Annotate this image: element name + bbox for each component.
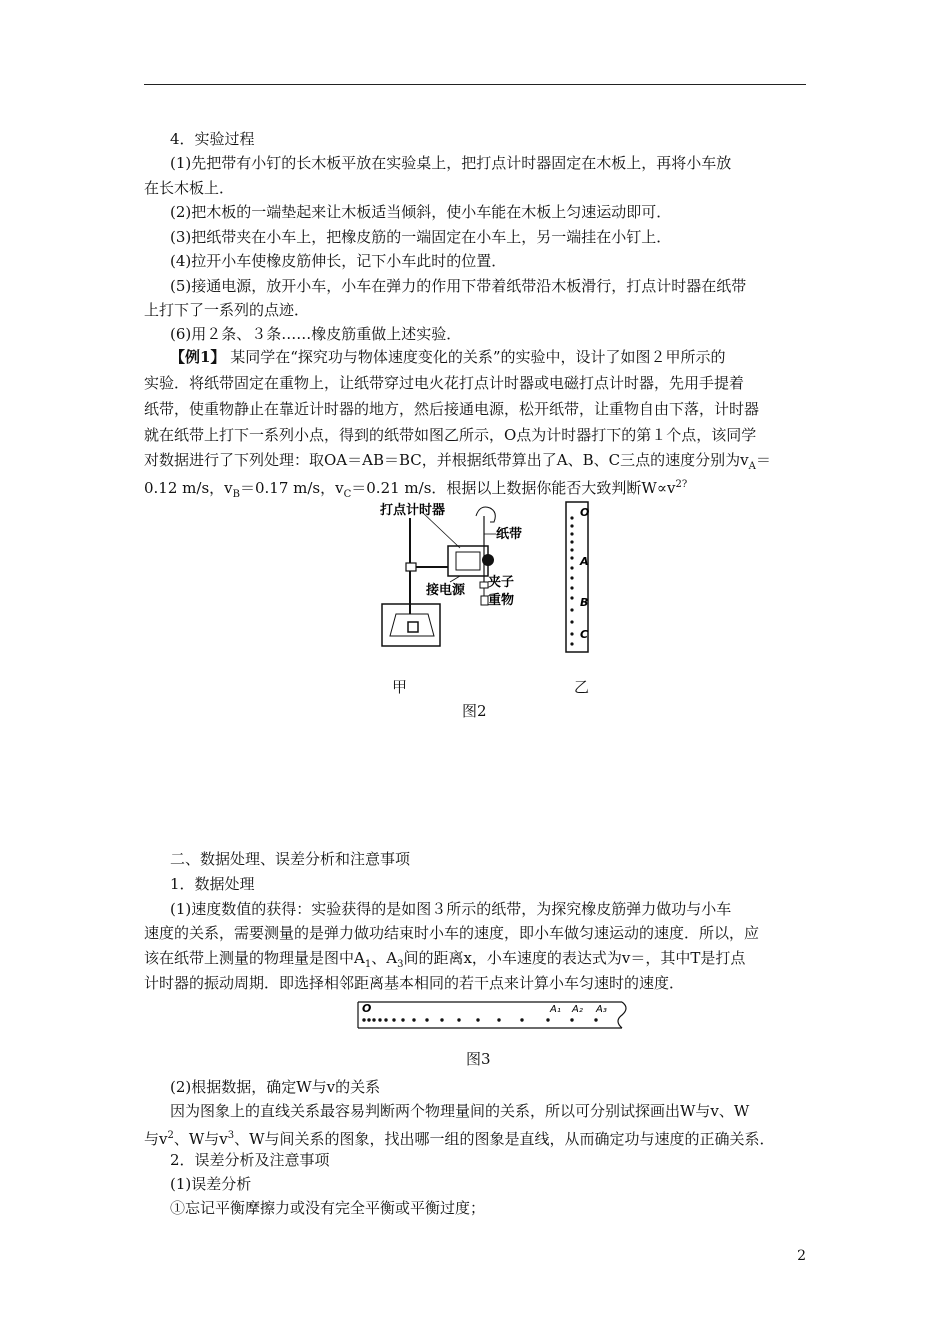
tape-dot: [520, 1018, 523, 1021]
paragraph-line: 速度的关系，需要测量的是弹力做功结束时小车的速度，即小车做匀速运动的速度．所以，应: [144, 924, 760, 942]
tape-dot: [570, 540, 573, 543]
tape-dot: [384, 1018, 387, 1021]
subscript: 1: [364, 959, 372, 970]
example-text: 0.12 m/s，v: [144, 479, 233, 497]
tape-dot: [570, 586, 573, 589]
leader-line: [450, 576, 460, 582]
label-O: O: [362, 1002, 372, 1015]
paragraph-line: 上打下了一系列的点迹．: [144, 301, 310, 319]
paragraph-text: 、W与间关系的图象，找出哪一组的图象是直线，从而确定功与速度的正确关系．: [234, 1130, 775, 1148]
tape-dot: [372, 1018, 375, 1021]
subsection-heading: 1．数据处理: [170, 875, 255, 893]
label-A3: A₃: [596, 1004, 607, 1015]
label-A2: A₂: [572, 1004, 583, 1015]
subfigure-label-right: 乙: [574, 678, 590, 696]
tape-dot: [570, 642, 573, 645]
example-line: [170, 346, 726, 368]
tape-dot: [570, 532, 573, 535]
paragraph-line: [144, 1125, 775, 1150]
example-line: 就在纸带上打下一系列小点，得到的纸带如图乙所示，O点为计时器打下的第１个点，该同学: [144, 426, 757, 444]
tape-dots: [362, 1018, 597, 1021]
example-tag: 【例1】: [170, 348, 226, 366]
paragraph-line: (6)用２条、３条……橡皮筋重做上述实验．: [170, 325, 462, 343]
paragraph-line: (5)接通电源，放开小车，小车在弹力的作用下带着纸带沿木板滑行，打点计时器在纸带: [170, 277, 747, 295]
paragraph-line: (4)拉开小车使橡皮筋伸长，记下小车此时的位置．: [170, 252, 507, 270]
paragraph-line: ①忘记平衡摩擦力或没有完全平衡或平衡过度；: [170, 1199, 486, 1217]
subsection-heading: 2．误差分析及注意事项: [170, 1151, 330, 1169]
tape-dot: [570, 516, 573, 519]
label-timer: 打点计时器: [380, 503, 446, 518]
tape-dot: [401, 1018, 404, 1021]
label-power: 接电源: [426, 583, 466, 598]
paragraph-text: 间的距离x，小车速度的表达式为v＝，其中T是打点: [403, 949, 746, 967]
paragraph-text: 该在纸带上测量的物理量是图中A: [144, 949, 365, 967]
paragraph-line: (1)先把带有小钉的长木板平放在实验桌上，把打点计时器固定在木板上，再将小车放: [170, 154, 732, 172]
subscript: C: [343, 489, 352, 500]
hand-icon: [476, 507, 495, 522]
figure-3-tape: [354, 998, 634, 1032]
example-text: 对数据进行了下列处理：取OA＝AB＝BC，并根据纸带算出了A、B、C三点的速度分别为v: [144, 451, 749, 469]
superscript: 3: [227, 1130, 235, 1141]
label-A1: A₁: [550, 1004, 561, 1015]
paragraph-line: (2)根据数据，确定W与v的关系: [170, 1078, 381, 1096]
tape-torn-edge: [618, 1002, 626, 1028]
header-rule: [144, 84, 806, 85]
superscript: 2: [167, 1130, 174, 1141]
clamp: [406, 563, 416, 571]
paragraph-line: (3)把纸带夹在小车上，把橡皮筋的一端固定在小车上，另一端挂在小钉上．: [170, 228, 672, 246]
figure-2-diagram: [370, 496, 630, 666]
example-line: 实验．将纸带固定在重物上，让纸带穿过电火花打点计时器或电磁打点计时器，先用手提着: [144, 374, 745, 392]
page-number: 2: [797, 1248, 806, 1264]
tape-dot: [570, 596, 573, 599]
figure-caption: 图2: [462, 702, 487, 720]
example-text: ＝: [755, 451, 771, 469]
subscript: 3: [397, 959, 404, 970]
paragraph-text: 、A: [371, 949, 398, 967]
tape-dot: [412, 1018, 415, 1021]
example-text: ＝0.21 m/s．根据以上数据你能否大致判断W∝v: [351, 479, 676, 497]
label-point-O: O: [580, 506, 590, 519]
tape-dot: [440, 1018, 443, 1021]
paragraph-line: (1)误差分析: [170, 1175, 252, 1193]
figure-caption: 图3: [466, 1050, 491, 1068]
label-point-C: C: [580, 628, 589, 641]
section-heading: 二、数据处理、误差分析和注意事项: [170, 850, 411, 868]
label-weight: 重物: [488, 593, 515, 608]
paragraph-line: (1)速度数值的获得：实验获得的是如图３所示的纸带，为探究橡皮筋弹力做功与小车: [170, 900, 732, 918]
paragraph-text: 、W与v: [173, 1130, 228, 1148]
paragraph-line: 在长木板上．: [144, 179, 235, 197]
subscript: B: [232, 489, 240, 500]
timer-body: [448, 546, 488, 576]
tape-dot: [476, 1018, 479, 1021]
tape-dot: [570, 1018, 573, 1021]
clip: [480, 582, 488, 588]
example-text: ＝0.17 m/s，v: [239, 479, 344, 497]
weight: [481, 596, 488, 605]
tape-dot: [367, 1018, 370, 1021]
tape-dot: [570, 566, 573, 569]
label-point-B: B: [580, 596, 589, 609]
tape-dot: [425, 1018, 428, 1021]
subscript: A: [748, 461, 756, 472]
subfigure-label-left: 甲: [392, 678, 408, 696]
tape-dot: [457, 1018, 460, 1021]
paragraph-line: 计时器的振动周期．即选择相邻距离基本相同的若干点来计算小车匀速时的速度．: [144, 974, 685, 992]
weight-box: [408, 622, 418, 632]
paragraph-line: 因为图象上的直线关系最容易判断两个物理量间的关系，所以可分别试探画出W与v、W: [170, 1102, 750, 1120]
tape-dot: [546, 1018, 549, 1021]
tape-dot: [362, 1018, 365, 1021]
tape-dot: [570, 632, 573, 635]
tape-dot: [570, 524, 573, 527]
tape-dot: [570, 576, 573, 579]
example-text: 某同学在“探究功与物体速度变化的关系”的实验中，设计了如图２甲所示的: [230, 348, 726, 366]
superscript: 2?: [675, 479, 688, 490]
tape-dot: [378, 1018, 381, 1021]
tape-dot: [570, 548, 573, 551]
label-tape: 纸带: [496, 527, 523, 542]
label-clip: 夹子: [488, 575, 515, 590]
tape-dots: [570, 516, 573, 645]
paragraph-line: (2)把木板的一端垫起来让木板适当倾斜，使小车能在木板上匀速运动即可．: [170, 203, 672, 221]
timer-inner: [456, 552, 480, 570]
label-point-A: A: [580, 555, 589, 568]
paragraph-text: 与v: [144, 1130, 168, 1148]
tape-dot: [570, 556, 573, 559]
tape-dot: [497, 1018, 500, 1021]
tape-dot: [392, 1018, 395, 1021]
tape-dot: [570, 608, 573, 611]
example-line: 纸带，使重物静止在靠近计时器的地方，然后接通电源，松开纸带，让重物自由下落，计时器: [144, 400, 760, 418]
section-heading: 4．实验过程: [170, 130, 255, 148]
tape-dot: [570, 620, 573, 623]
tape-dot: [594, 1018, 597, 1021]
